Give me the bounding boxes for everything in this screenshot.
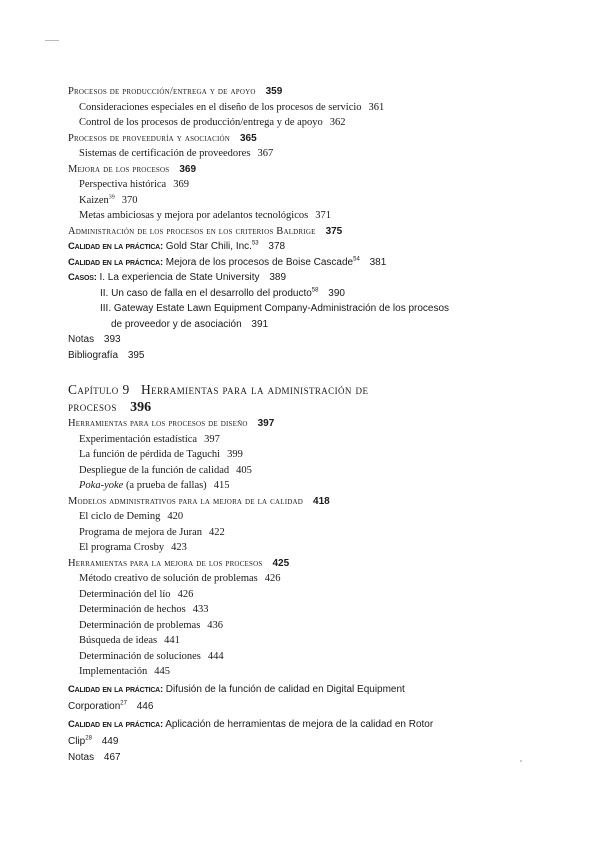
page-number: 369	[179, 163, 197, 175]
footnote-ref: 53	[251, 240, 259, 247]
toc-section-heading	[68, 162, 538, 178]
page-number: 390	[328, 287, 345, 299]
entry-title: Clip	[68, 736, 86, 747]
toc-cases-entry	[68, 270, 538, 286]
page-number: 369	[173, 179, 189, 190]
page-number: 389	[269, 272, 287, 283]
page-number: 375	[325, 225, 343, 237]
page-number: 396	[130, 400, 152, 415]
toc-entry	[68, 618, 538, 634]
toc-section-heading	[68, 84, 538, 100]
page-number: 378	[268, 241, 286, 252]
page-number: 415	[213, 480, 230, 491]
page-number: 449	[101, 736, 119, 747]
entry-title: Poka-yoke	[79, 480, 124, 491]
toc-entry	[68, 633, 538, 649]
entry-title: III. Gateway Estate Lawn Equipment Company-Administración de los procesos	[100, 303, 450, 314]
toc-entry	[68, 649, 538, 665]
toc-entry	[68, 602, 538, 618]
toc-case	[68, 301, 538, 317]
toc-section-heading	[68, 131, 538, 147]
entry-title: Kaizen	[79, 194, 109, 206]
footnote-ref: 58	[311, 287, 319, 294]
toc-practice-entry	[68, 239, 538, 255]
toc-notes	[68, 332, 538, 348]
toc-entry	[68, 115, 538, 131]
toc-entry	[68, 540, 538, 556]
entry-title: Determinación de problemas	[79, 619, 201, 631]
toc-entry	[68, 587, 538, 603]
page-number: 395	[127, 349, 145, 361]
page-number: 367	[257, 148, 274, 159]
toc-section-1	[68, 84, 538, 239]
toc-section-heading	[68, 494, 538, 510]
entry-title: Herramientas para los procesos de diseño	[68, 418, 248, 429]
toc-case	[68, 286, 538, 302]
toc-entry	[68, 509, 538, 525]
toc-section-2	[68, 416, 538, 680]
practice-label: Calidad en la práctica:	[68, 718, 164, 730]
entry-title: Búsqueda de ideas	[79, 635, 158, 646]
entry-title: El programa Crosby	[79, 542, 165, 553]
chapter-title-line2: procesos	[68, 399, 117, 414]
page-number: 436	[207, 619, 224, 631]
page-number: 444	[207, 650, 224, 662]
toc-entry	[68, 571, 538, 587]
footnote-ref: 39	[108, 194, 115, 200]
page-number: 467	[103, 751, 121, 763]
practice-label: Calidad en la práctica:	[68, 256, 164, 268]
toc-practice-continued	[68, 699, 538, 715]
entry-title: Implementación	[79, 666, 148, 677]
entry-title: Corporation	[68, 701, 121, 712]
chapter-heading	[68, 381, 538, 416]
page-number: 361	[368, 101, 385, 113]
practice-label: Calidad en la práctica:	[68, 683, 164, 695]
page-number: 397	[257, 418, 275, 429]
page-number: 433	[192, 604, 209, 615]
entry-title: Determinación de soluciones	[79, 650, 201, 662]
toc-practice-entry	[68, 717, 538, 733]
entry-title: Mejora de los procesos de Boise Cascade	[165, 256, 354, 268]
toc-entry	[68, 478, 538, 494]
table-of-contents	[68, 84, 538, 765]
toc-section-heading	[68, 556, 538, 572]
page-number: 405	[236, 464, 252, 476]
page-number: 370	[121, 194, 138, 206]
toc-entry	[68, 447, 538, 463]
page-number: 359	[265, 86, 283, 97]
entry-title: Determinación del lío	[79, 588, 171, 600]
toc-notes	[68, 750, 538, 766]
toc-entry	[68, 664, 538, 680]
toc-entry	[68, 177, 538, 193]
entry-title: Sistemas de certificación de proveedores	[79, 148, 251, 159]
toc-bibliography	[68, 348, 538, 364]
page-number: 420	[167, 511, 184, 522]
page-number: 418	[313, 495, 330, 507]
toc-entry	[68, 146, 538, 162]
entry-title: I. La experiencia de State University	[99, 272, 260, 283]
entry-title: Gold Star Chili, Inc.	[165, 241, 252, 252]
page-number: 426	[177, 588, 194, 600]
entry-title: Aplicación de herramientas de mejora de la calidad en Rotor	[165, 718, 434, 730]
entry-title: Modelos administrativos para la mejora de la calidad	[68, 495, 304, 507]
page-number: 391	[251, 318, 269, 330]
footnote-ref: 28	[85, 735, 92, 742]
entry-title: Procesos de proveeduría y asociación	[68, 132, 230, 144]
toc-entry	[68, 100, 538, 116]
entry-title: Notas	[68, 751, 95, 763]
page-number: 393	[103, 334, 121, 345]
page-number: 441	[164, 635, 180, 646]
toc-entry	[68, 525, 538, 541]
page-number: 423	[171, 542, 187, 553]
entry-title: Perspectiva histórica	[79, 179, 167, 190]
toc-practice-entry	[68, 682, 538, 698]
toc-section-heading	[68, 224, 538, 240]
page-number: 446	[136, 701, 154, 712]
entry-title: El ciclo de Deming	[79, 511, 161, 522]
entry-title-rest: (a prueba de fallas)	[123, 480, 207, 491]
toc-entry	[68, 463, 538, 479]
page-number: 426	[264, 573, 281, 584]
page-number: 362	[329, 117, 346, 128]
chapter-title-line1: Capítulo 9 Herramientas para la administración de	[68, 382, 369, 397]
toc-entry	[68, 208, 538, 224]
practice-label: Calidad en la práctica:	[68, 241, 164, 252]
entry-title: de proveedor y de asociación	[111, 318, 242, 330]
entry-title: Procesos de producción/entrega y de apoyo	[68, 86, 256, 97]
page-number: 445	[154, 666, 170, 677]
entry-title: Notas	[68, 334, 95, 345]
entry-title: Difusión de la función de calidad en Digital Equipment	[165, 683, 405, 695]
entry-title: Bibliografía	[68, 349, 119, 361]
toc-section-heading	[68, 416, 538, 432]
entry-title: Determinación de hechos	[79, 604, 186, 615]
scan-mark	[45, 40, 59, 41]
page-number: 399	[227, 449, 243, 460]
entry-title: La función de pérdida de Taguchi	[79, 449, 221, 460]
entry-title: Herramientas para la mejora de los procesos	[68, 557, 263, 569]
entry-title: Consideraciones especiales en el diseño de los procesos de servicio	[79, 101, 362, 113]
page-number: 397	[204, 433, 220, 445]
entry-title: Método creativo de solución de problemas	[79, 573, 258, 584]
cases-label: Casos:	[68, 272, 97, 283]
page-number: 371	[315, 210, 331, 221]
entry-title: Administración de los procesos en los criterios Baldrige	[68, 225, 316, 237]
entry-title: Experimentación estadística	[79, 433, 198, 445]
entry-title: Programa de mejora de Juran	[79, 526, 203, 538]
entry-title: Mejora de los procesos	[68, 163, 170, 175]
entry-title: Control de los procesos de producción/entrega y de apoyo	[79, 117, 323, 128]
toc-practice-entry	[68, 255, 538, 271]
footnote-ref: 54	[353, 256, 360, 263]
entry-title: Metas ambiciosas y mejora por adelantos tecnológicos	[79, 210, 309, 221]
page-number: 365	[240, 132, 257, 144]
toc-entry	[68, 432, 538, 448]
toc-practice-continued	[68, 734, 538, 750]
page-number: 422	[209, 526, 225, 538]
page-number: 381	[369, 256, 387, 268]
page-number: 425	[272, 557, 290, 569]
entry-title: Despliegue de la función de calidad	[79, 464, 230, 476]
entry-title: II. Un caso de falla en el desarrollo del producto	[100, 287, 312, 299]
toc-case-continued	[68, 317, 538, 333]
footnote-ref: 27	[120, 700, 127, 707]
toc-entry	[68, 193, 538, 209]
